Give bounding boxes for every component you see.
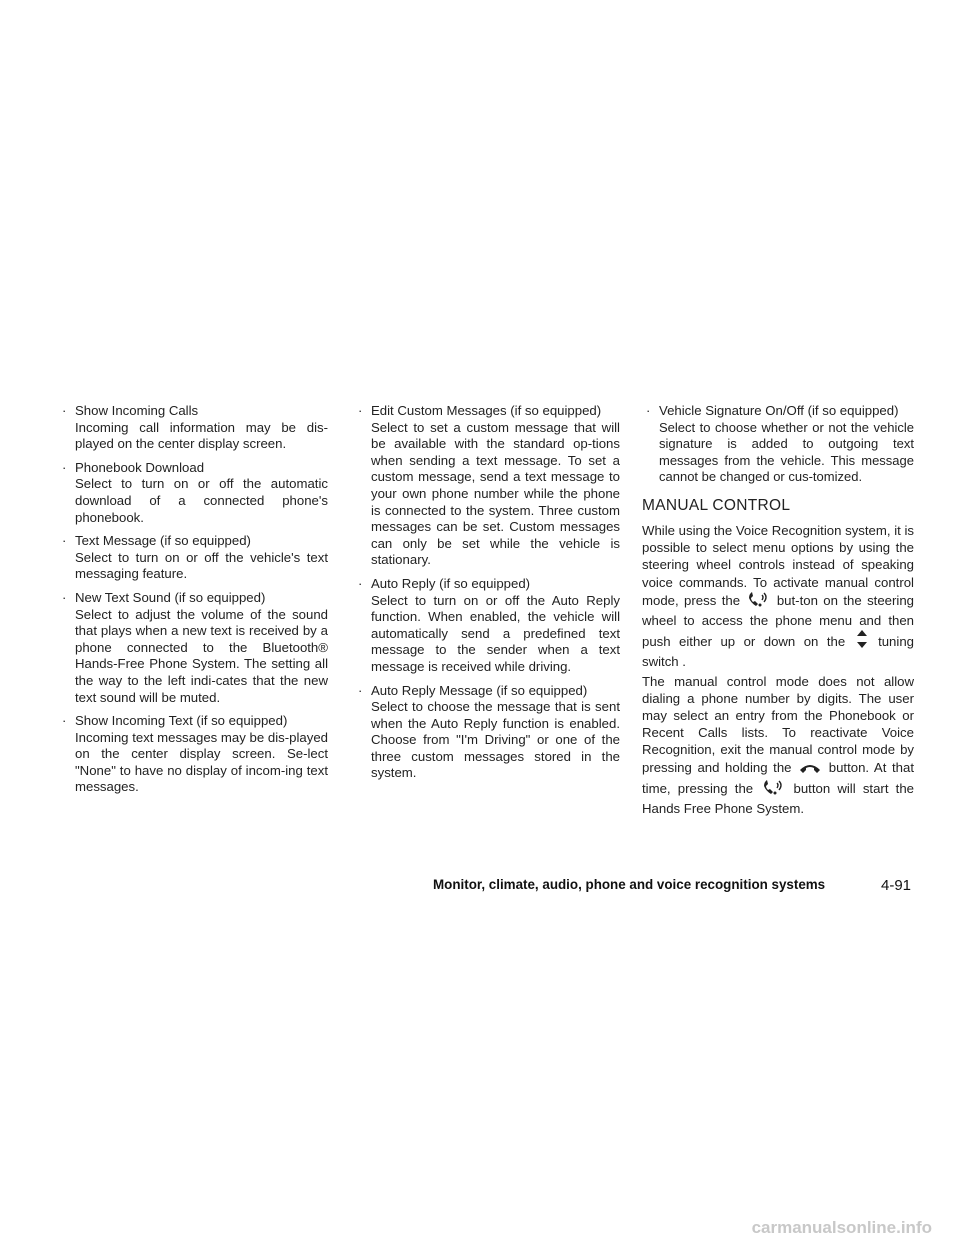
page-number: 4-91 xyxy=(881,877,912,894)
list-item xyxy=(58,713,328,796)
list-item xyxy=(354,576,620,676)
paragraph: The manual control mode does not allow dialing a phone number by digits. The user may select an entry from the Phonebook or Recent Calls lists. To reactivate Voice Recognition, exit the manual control mode by pressing and holding the button. At that time, pressing the button will start the Hands Free Phone System. xyxy=(642,673,914,817)
bullet: · xyxy=(62,589,67,605)
list-item-term: Show Incoming Text (if so equipped) xyxy=(75,713,288,729)
list-item-description: Select to turn on or off the automatic download of a connected phone's phonebook. xyxy=(75,476,328,525)
bullet: · xyxy=(62,459,67,475)
phone-voice-icon xyxy=(762,779,784,800)
page-footer xyxy=(0,877,960,897)
left-column xyxy=(58,403,328,803)
list-item-term: Vehicle Signature On/Off (if so equipped) xyxy=(659,403,899,418)
middle-column xyxy=(354,403,620,789)
list-item-description: Select to turn on or off the vehicle's text messaging feature. xyxy=(75,549,328,582)
bullet: · xyxy=(62,403,67,418)
bullet: · xyxy=(358,682,363,698)
list-item xyxy=(354,683,620,783)
list-item-description: Select to set a custom message that will be available with the standard op-tions when sending a text message. To set a custom message, send a text message to your own phone number while the phone is connected to the system. Three custom messages can be set. Custom messages can only be set while the vehicle is stationary. xyxy=(371,419,620,568)
bullet: · xyxy=(62,713,67,729)
section-heading: MANUAL CONTROL xyxy=(642,496,791,514)
list-item xyxy=(642,403,914,486)
list-item xyxy=(58,403,328,453)
list-item-term: Show Incoming Calls xyxy=(75,403,199,418)
list-item-term: Text Message (if so equipped) xyxy=(75,533,251,549)
list-item xyxy=(58,533,328,583)
watermark-text: carmanualsonline.info xyxy=(751,1218,932,1237)
right-column xyxy=(642,403,914,819)
watermark xyxy=(0,1218,960,1238)
list-item-description: Select to choose the message that is sent when the Auto Reply function is enabled. Choose from "I'm Driving" or one of the three custom messages stored in the system. xyxy=(371,699,620,781)
list-item-term: New Text Sound (if so equipped) xyxy=(75,589,266,605)
list-item-term: Auto Reply (if so equipped) xyxy=(371,575,531,591)
phone-end-icon xyxy=(799,762,821,779)
list-item xyxy=(58,590,328,706)
list-item xyxy=(354,403,620,569)
list-item-description: Incoming call information may be dis-played on the center display screen. xyxy=(75,419,328,452)
list-item-description: Incoming text messages may be dis-played on the center display screen. Se-lect "None" to have no display of incom-ing text messages. xyxy=(75,729,328,795)
list-item-term: Edit Custom Messages (if so equipped) xyxy=(371,403,602,418)
list-item-term: Auto Reply Message (if so equipped) xyxy=(371,682,588,698)
list-item-description: Select to adjust the volume of the sound that plays when a new text is received by a phone connected to the Bluetooth® Hands-Free Phone System. The setting all the way to the left indi-cates that the new text sound will be muted. xyxy=(75,606,328,705)
bullet: · xyxy=(358,403,363,418)
footer-title: Monitor, climate, audio, phone and voice recognition systems xyxy=(433,877,826,892)
list-item-description: Select to choose whether or not the vehicle signature is added to outgoing text messages from the vehicle. This message cannot be changed or cus-tomized. xyxy=(659,419,914,485)
list-item-description: Select to turn on or off the Auto Reply function. When enabled, the vehicle will automatically send a predefined text message to the sender when a text message is received while driving. xyxy=(371,592,620,674)
phone-voice-icon xyxy=(747,591,769,612)
bullet: · xyxy=(62,533,67,549)
bullet: · xyxy=(358,575,363,591)
bullet: · xyxy=(646,403,651,418)
list-item-term: Phonebook Download xyxy=(75,459,205,475)
paragraph: While using the Voice Recognition system, it is possible to select menu options by using the steering wheel controls instead of speaking voice commands. To activate manual control mode, press the but-ton on the steering wheel to access the phone menu and then push either up or down on the tuning switch . xyxy=(642,522,915,670)
tuning-switch-icon xyxy=(856,629,868,653)
list-item xyxy=(58,460,328,526)
